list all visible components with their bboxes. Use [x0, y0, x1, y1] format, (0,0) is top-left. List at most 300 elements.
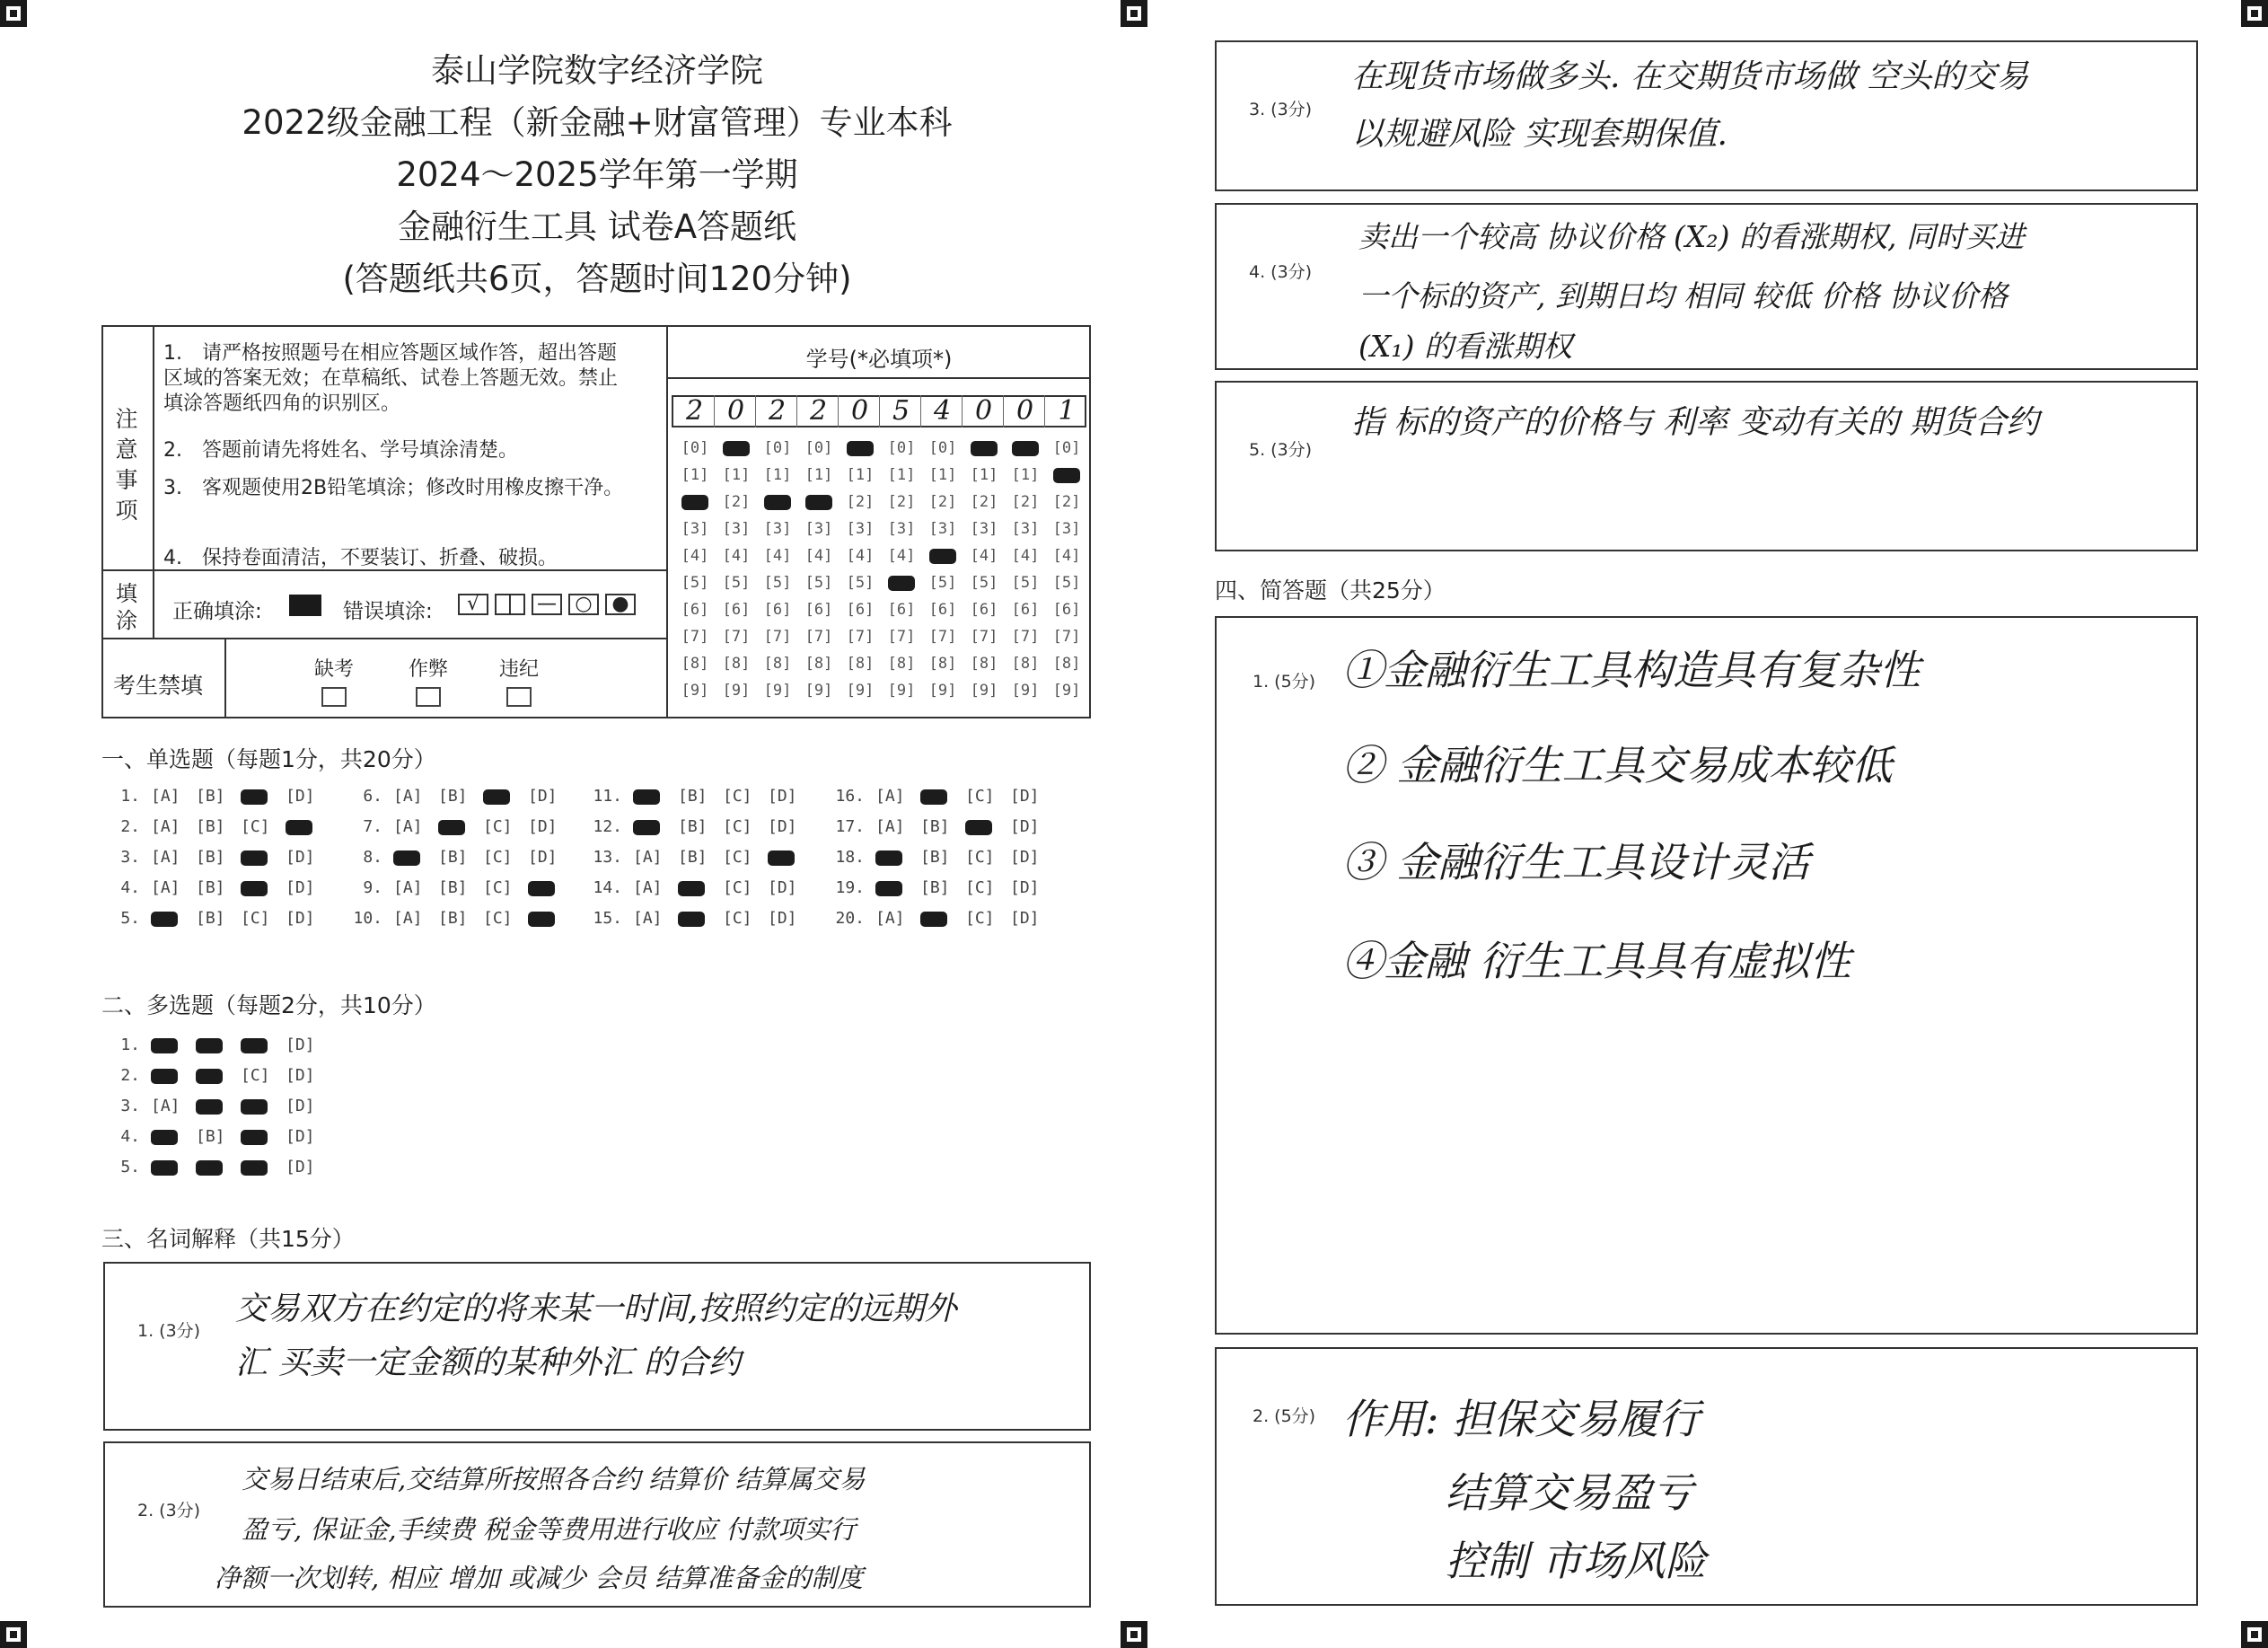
student-id-bubble-filled[interactable] [758, 489, 797, 516]
option-d[interactable]: [D] [768, 787, 797, 806]
option-d[interactable]: [D] [528, 848, 558, 867]
student-id-bubble[interactable]: [4] [763, 547, 792, 565]
option-d[interactable]: [D] [1010, 909, 1040, 928]
student-id-bubble[interactable]: [1] [681, 466, 709, 484]
question-number: 12. [593, 817, 622, 836]
student-id-bubble-filled[interactable] [840, 435, 880, 462]
student-id-bubble[interactable]: [5] [804, 574, 833, 592]
term-answer-4-label: 4. (3分) [1249, 262, 1313, 282]
option-b[interactable]: [B] [438, 848, 468, 867]
question-number: 1. [120, 1036, 140, 1054]
option-b[interactable]: [B] [196, 878, 225, 897]
student-id-bubble[interactable]: [1] [763, 466, 792, 484]
option-c[interactable]: [C] [723, 787, 752, 806]
option-d[interactable]: [D] [286, 1127, 315, 1146]
student-id-bubble[interactable]: [2] [928, 493, 957, 511]
term-answer-3-line-2: 以规避风险 实现套期保值. [1351, 116, 1727, 153]
student-id-bubble[interactable]: [5] [681, 574, 709, 592]
option-b[interactable]: [B] [678, 787, 708, 806]
student-id-bubble-column[interactable] [758, 435, 797, 704]
student-id-bubble[interactable]: [0] [928, 439, 957, 457]
student-id-bubble[interactable]: [3] [804, 520, 833, 538]
filled-mark [528, 912, 555, 927]
student-id-bubble[interactable]: [7] [722, 628, 751, 646]
student-id-bubble[interactable]: [0] [804, 439, 833, 457]
student-id-bubble[interactable]: [6] [763, 601, 792, 619]
student-id-bubble[interactable]: [9] [970, 682, 998, 700]
filled-mark [920, 912, 947, 927]
filled-mark [768, 850, 795, 866]
option-d[interactable]: [D] [286, 1158, 315, 1177]
answer-row [348, 787, 573, 806]
option-b[interactable]: [B] [196, 909, 225, 928]
student-id-bubble-filled[interactable] [964, 435, 1004, 462]
student-id-digit: 0 [716, 395, 756, 427]
option-c[interactable]: [C] [241, 1066, 270, 1085]
option-c[interactable]: [C] [723, 878, 752, 897]
option-a[interactable]: [A] [633, 848, 663, 867]
option-c[interactable]: [C] [965, 848, 995, 867]
option-a-filled[interactable] [875, 878, 920, 897]
term-answer-3-label: 3. (3分) [1249, 100, 1313, 119]
option-c-filled[interactable] [241, 1158, 286, 1177]
option-c-filled[interactable] [241, 1127, 286, 1146]
student-id-bubble[interactable]: [8] [1011, 655, 1040, 673]
question-number: 2. [120, 817, 140, 836]
filled-mark [1012, 441, 1039, 456]
student-id-bubble-column[interactable] [799, 435, 839, 704]
option-d[interactable]: [D] [286, 1066, 315, 1085]
student-id-bubble[interactable]: [0] [681, 439, 709, 457]
option-a-filled[interactable] [151, 909, 196, 928]
option-d[interactable]: [D] [1010, 878, 1040, 897]
student-id-digit: 2 [675, 395, 715, 427]
question-number: 3. [120, 848, 140, 867]
question-number: 2. [120, 1066, 140, 1085]
student-id-bubble[interactable]: [2] [1052, 493, 1081, 511]
option-d[interactable]: [D] [286, 878, 315, 897]
student-id-bubble[interactable]: [1] [1011, 466, 1040, 484]
student-id-bubble[interactable]: [8] [722, 655, 751, 673]
question-number: 19. [835, 878, 865, 897]
short-answer-1-line-3: ③ 金融衍生工具设计灵活 [1342, 838, 1810, 886]
student-id-bubble[interactable]: [9] [763, 682, 792, 700]
option-d[interactable]: [D] [768, 878, 797, 897]
option-b[interactable]: [B] [920, 878, 950, 897]
student-id-bubble[interactable]: [8] [928, 655, 957, 673]
notice-item-2: 2. 答题前请先将姓名、学号填涂清楚。 [163, 439, 518, 462]
option-d-filled[interactable] [768, 848, 813, 867]
student-id-bubble[interactable]: [2] [1011, 493, 1040, 511]
option-a[interactable]: [A] [875, 787, 905, 806]
student-id-bubble[interactable]: [3] [970, 520, 998, 538]
student-id-bubble[interactable]: [6] [970, 601, 998, 619]
header-exam-info: (答题纸共6页，答题时间120分钟) [342, 260, 852, 298]
student-id-bubble[interactable]: [6] [681, 601, 709, 619]
short-answer-box-1[interactable] [1215, 616, 2198, 1335]
question-number: 15. [593, 909, 622, 928]
student-id-bubble[interactable]: [1] [804, 466, 833, 484]
option-a[interactable]: [A] [151, 817, 180, 836]
student-id-bubble[interactable]: [9] [1052, 682, 1081, 700]
student-id-bubble[interactable]: [5] [722, 574, 751, 592]
option-b[interactable]: [B] [920, 848, 950, 867]
option-d[interactable]: [D] [1010, 817, 1040, 836]
option-b-filled[interactable] [196, 1066, 241, 1085]
answer-row [348, 848, 573, 867]
option-b-filled[interactable] [920, 787, 965, 806]
student-id-bubble[interactable]: [9] [681, 682, 709, 700]
forbidden-violation[interactable] [499, 654, 539, 712]
option-a-filled[interactable] [151, 1066, 196, 1085]
student-id-bubble[interactable]: [3] [846, 520, 875, 538]
question-number: 9. [363, 878, 382, 897]
option-a-filled[interactable] [151, 1036, 196, 1054]
option-a[interactable]: [A] [151, 848, 180, 867]
corner-marker-top-left [0, 0, 27, 27]
option-d[interactable]: [D] [286, 1097, 315, 1115]
option-d[interactable]: [D] [768, 909, 797, 928]
option-a[interactable]: [A] [875, 909, 905, 928]
option-d-filled[interactable] [286, 817, 330, 836]
option-a[interactable]: [A] [151, 787, 180, 806]
header-exam-title: 金融衍生工具 试卷A答题纸 [397, 207, 797, 246]
answer-row [106, 1066, 330, 1085]
student-id-bubble-column[interactable] [1047, 435, 1086, 704]
option-a[interactable]: [A] [393, 817, 423, 836]
student-id-bubble-filled[interactable] [1006, 435, 1045, 462]
option-a-filled[interactable] [875, 848, 920, 867]
option-b-filled[interactable] [196, 1158, 241, 1177]
forbidden-violation-box[interactable] [506, 687, 532, 707]
answer-row [588, 878, 813, 897]
student-id-bubble-column[interactable] [840, 435, 880, 704]
option-a-filled[interactable] [151, 1127, 196, 1146]
student-id-bubble-column[interactable] [675, 435, 715, 704]
student-id-bubble[interactable]: [1] [970, 466, 998, 484]
option-b[interactable]: [B] [920, 817, 950, 836]
filled-mark [393, 850, 420, 866]
option-a-filled[interactable] [393, 848, 438, 867]
notice-item-3: 3. 客观题使用2B铅笔填涂；修改时用橡皮擦干净。 [163, 477, 624, 499]
student-id-bubble[interactable]: [0] [1052, 439, 1081, 457]
filled-mark [929, 549, 956, 564]
option-c[interactable]: [C] [723, 848, 752, 867]
student-id-bubble[interactable]: [3] [928, 520, 957, 538]
option-b[interactable]: [B] [196, 1127, 225, 1146]
student-id-bubble[interactable]: [5] [763, 574, 792, 592]
student-id-bubble-column[interactable] [964, 435, 1004, 704]
option-d[interactable]: [D] [528, 817, 558, 836]
student-id-title-divider [668, 377, 1091, 379]
option-c[interactable]: [C] [723, 909, 752, 928]
student-id-bubble[interactable]: [9] [846, 682, 875, 700]
student-id-bubble[interactable]: [4] [1052, 547, 1081, 565]
student-id-bubble[interactable]: [9] [804, 682, 833, 700]
student-id-bubble[interactable]: [2] [722, 493, 751, 511]
student-id-bubble[interactable]: [6] [928, 601, 957, 619]
term-answer-box-2[interactable] [103, 1441, 1091, 1608]
option-b-filled[interactable] [196, 1097, 241, 1115]
corner-marker-top-center [1121, 0, 1147, 27]
wrong-fill-label: 错误填涂: [343, 600, 433, 623]
term-answer-2-line-2: 盈亏, 保证金,手续费 税金等费用进行收应 付款项实行 [242, 1514, 857, 1545]
term-answer-2-line-3: 净额一次划转, 相应 增加 或减少 会员 结算准备金的制度 [215, 1563, 864, 1593]
option-c[interactable]: [C] [483, 817, 513, 836]
option-b-filled[interactable] [438, 817, 483, 836]
option-c-filled[interactable] [241, 787, 286, 806]
option-b[interactable]: [B] [196, 787, 225, 806]
student-id-bubble[interactable]: [9] [1011, 682, 1040, 700]
student-id-bubble[interactable]: [7] [970, 628, 998, 646]
filled-mark [633, 789, 660, 805]
option-c-filled[interactable] [241, 1036, 286, 1054]
student-id-bubble-filled[interactable] [675, 489, 715, 516]
option-b-filled[interactable] [678, 878, 723, 897]
filled-mark [241, 1130, 268, 1145]
filled-mark [196, 1038, 223, 1053]
section3-title: 三、名词解释（共15分） [101, 1226, 355, 1252]
section4-title: 四、简答题（共25分） [1215, 577, 1446, 604]
option-c[interactable]: [C] [965, 787, 995, 806]
term-answer-box-5[interactable] [1215, 381, 2198, 551]
corner-marker-bottom-left [0, 1621, 27, 1648]
option-d[interactable]: [D] [768, 817, 797, 836]
filled-mark [633, 820, 660, 835]
option-c[interactable]: [C] [241, 817, 270, 836]
student-id-bubble[interactable]: [6] [1011, 601, 1040, 619]
student-id-bubble[interactable]: [4] [804, 547, 833, 565]
option-c-filled[interactable] [965, 817, 1010, 836]
correct-fill-sample [289, 595, 321, 616]
option-d[interactable]: [D] [286, 1036, 315, 1054]
fill-label: 填涂 [116, 581, 137, 633]
option-c-filled[interactable] [483, 787, 528, 806]
student-id-bubble[interactable]: [8] [681, 655, 709, 673]
student-id-bubble[interactable]: [3] [1052, 520, 1081, 538]
forbidden-violation-label: 违纪 [499, 658, 540, 681]
option-b-filled[interactable] [678, 909, 723, 928]
student-id-bubble-column[interactable] [1006, 435, 1045, 704]
student-id-bubble[interactable]: [7] [928, 628, 957, 646]
short-answer-1-label: 1. (5分) [1253, 672, 1316, 692]
filled-mark [681, 495, 708, 510]
student-id-bubble[interactable]: [6] [887, 601, 916, 619]
student-id-bubble[interactable]: [7] [763, 628, 792, 646]
option-b-filled[interactable] [196, 1036, 241, 1054]
option-c-filled[interactable] [241, 848, 286, 867]
filled-mark [1053, 468, 1080, 483]
filled-mark [151, 1130, 178, 1145]
filled-mark [875, 850, 902, 866]
forbidden-absent-box[interactable] [321, 687, 347, 707]
student-id-bubble[interactable]: [4] [887, 547, 916, 565]
term-answer-box-3[interactable] [1215, 40, 2198, 191]
question-number: 8. [363, 848, 382, 867]
option-c[interactable]: [C] [241, 909, 270, 928]
student-id-bubble[interactable]: [7] [1052, 628, 1081, 646]
corner-marker-top-right [2241, 0, 2268, 27]
student-id-bubble-filled[interactable] [923, 542, 963, 569]
student-id-digit: 0 [840, 395, 880, 427]
option-a[interactable]: [A] [151, 1097, 180, 1115]
student-id-bubble-column[interactable] [882, 435, 921, 704]
student-id-bubble[interactable]: [5] [928, 574, 957, 592]
student-id-bubble[interactable]: [8] [887, 655, 916, 673]
filled-mark [723, 441, 750, 456]
filled-mark [286, 820, 312, 835]
question-number: 11. [593, 787, 622, 806]
question-number: 5. [120, 1158, 140, 1177]
option-a[interactable]: [A] [633, 878, 663, 897]
term-answer-1-label: 1. (3分) [137, 1321, 201, 1341]
student-id-bubble[interactable]: [1] [928, 466, 957, 484]
student-id-bubble[interactable]: [4] [970, 547, 998, 565]
option-d[interactable]: [D] [1010, 787, 1040, 806]
option-c[interactable]: [C] [483, 909, 513, 928]
term-answer-2-line-1: 交易日结束后,交结算所按照各合约 结算价 结算属交易 [242, 1464, 866, 1494]
filled-mark [151, 912, 178, 927]
student-id-bubble[interactable]: [8] [804, 655, 833, 673]
option-d-filled[interactable] [528, 878, 573, 897]
option-d[interactable]: [D] [528, 787, 558, 806]
option-a[interactable]: [A] [393, 909, 423, 928]
option-a[interactable]: [A] [875, 817, 905, 836]
question-number: 7. [363, 817, 382, 836]
term-answer-5-label: 5. (3分) [1249, 440, 1313, 460]
student-id-bubble-filled[interactable] [716, 435, 756, 462]
option-c[interactable]: [C] [483, 878, 513, 897]
option-d-filled[interactable] [528, 909, 573, 928]
filled-mark [241, 1099, 268, 1115]
option-c[interactable]: [C] [965, 909, 995, 928]
student-id-bubble[interactable]: [6] [1052, 601, 1081, 619]
student-id-bubble[interactable]: [4] [722, 547, 751, 565]
student-id-bubble[interactable]: [3] [1011, 520, 1040, 538]
answer-row [106, 848, 330, 867]
answer-row [831, 787, 1055, 806]
student-id-bubble[interactable]: [3] [887, 520, 916, 538]
option-d[interactable]: [D] [286, 848, 315, 867]
option-b-filled[interactable] [920, 909, 965, 928]
student-id-bubble[interactable]: [8] [763, 655, 792, 673]
student-id-bubble[interactable]: [7] [887, 628, 916, 646]
student-id-bubble[interactable]: [7] [846, 628, 875, 646]
question-number: 20. [835, 909, 865, 928]
student-id-bubble[interactable]: [9] [928, 682, 957, 700]
short-answer-1-line-1: ①金融衍生工具构造具有复杂性 [1342, 646, 1921, 694]
student-id-bubble[interactable]: [8] [970, 655, 998, 673]
student-id-bubble[interactable]: [5] [1011, 574, 1040, 592]
student-id-bubble[interactable]: [9] [722, 682, 751, 700]
option-a-filled[interactable] [151, 1158, 196, 1177]
forbidden-absent[interactable] [314, 654, 354, 712]
option-c[interactable]: [C] [965, 878, 995, 897]
student-id-bubble[interactable]: [5] [1052, 574, 1081, 592]
student-id-bubble[interactable]: [3] [681, 520, 709, 538]
forbidden-cheat-box[interactable] [416, 687, 441, 707]
student-id-bubble[interactable]: [8] [846, 655, 875, 673]
student-id-bubble-column[interactable] [716, 435, 756, 704]
student-id-bubble[interactable]: [3] [722, 520, 751, 538]
student-id-bubble[interactable]: [0] [763, 439, 792, 457]
student-id-bubble[interactable]: [7] [681, 628, 709, 646]
student-id-bubble[interactable]: [8] [1052, 655, 1081, 673]
option-b[interactable]: [B] [438, 909, 468, 928]
student-id-bubble[interactable]: [6] [846, 601, 875, 619]
student-id-bubble[interactable]: [7] [804, 628, 833, 646]
filled-mark [241, 850, 268, 866]
option-d[interactable]: [D] [1010, 848, 1040, 867]
question-number: 1. [120, 787, 140, 806]
option-b[interactable]: [B] [678, 848, 708, 867]
student-id-bubble[interactable]: [3] [763, 520, 792, 538]
option-d[interactable]: [D] [286, 787, 315, 806]
student-id-bubble-column[interactable] [923, 435, 963, 704]
student-id-bubble[interactable]: [6] [804, 601, 833, 619]
option-a[interactable]: [A] [393, 787, 423, 806]
short-answer-2-line-3: 控制 市场风险 [1446, 1537, 1707, 1585]
option-a-filled[interactable] [633, 817, 678, 836]
short-answer-box-2[interactable] [1215, 1347, 2198, 1606]
option-b[interactable]: [B] [196, 817, 225, 836]
filled-mark [241, 881, 268, 896]
forbidden-label-divider [224, 638, 226, 718]
header-semester: 2024～2025学年第一学期 [396, 155, 798, 194]
option-d[interactable]: [D] [286, 909, 315, 928]
term-answer-box-4[interactable] [1215, 203, 2198, 370]
option-c[interactable]: [C] [483, 848, 513, 867]
option-c-filled[interactable] [241, 878, 286, 897]
student-id-bubble[interactable]: [5] [846, 574, 875, 592]
forbidden-cheat[interactable] [409, 654, 448, 712]
student-id-bubble[interactable]: [2] [887, 493, 916, 511]
student-id-digit: 0 [1006, 395, 1045, 427]
filled-mark [196, 1160, 223, 1176]
student-id-bubble[interactable]: [2] [846, 493, 875, 511]
term-answer-box-1[interactable] [103, 1262, 1091, 1431]
student-id-bubble[interactable]: [1] [887, 466, 916, 484]
student-id-bubble[interactable]: [1] [846, 466, 875, 484]
student-id-bubble[interactable]: [5] [970, 574, 998, 592]
answer-row [106, 817, 330, 836]
student-id-bubble[interactable]: [1] [722, 466, 751, 484]
corner-marker-bottom-center [1121, 1621, 1147, 1648]
student-id-bubble[interactable]: [2] [970, 493, 998, 511]
option-a-filled[interactable] [633, 787, 678, 806]
option-b[interactable]: [B] [678, 817, 708, 836]
student-id-bubble-filled[interactable] [882, 569, 921, 596]
student-id-bubble[interactable]: [4] [846, 547, 875, 565]
option-a[interactable]: [A] [151, 878, 180, 897]
option-a[interactable]: [A] [633, 909, 663, 928]
option-c[interactable]: [C] [723, 817, 752, 836]
option-b[interactable]: [B] [438, 787, 468, 806]
short-answer-2-label: 2. (5分) [1253, 1406, 1316, 1426]
student-id-bubble[interactable]: [0] [887, 439, 916, 457]
option-c-filled[interactable] [241, 1097, 286, 1115]
option-b[interactable]: [B] [196, 848, 225, 867]
student-id-bubble[interactable]: [4] [681, 547, 709, 565]
student-id-bubble[interactable]: [7] [1011, 628, 1040, 646]
student-id-bubble[interactable]: [9] [887, 682, 916, 700]
option-a[interactable]: [A] [393, 878, 423, 897]
student-id-bubble-filled[interactable] [799, 489, 839, 516]
student-id-bubble-filled[interactable] [1047, 462, 1086, 489]
student-id-bubble[interactable]: [6] [722, 601, 751, 619]
option-b[interactable]: [B] [438, 878, 468, 897]
student-id-bubble[interactable]: [4] [1011, 547, 1040, 565]
